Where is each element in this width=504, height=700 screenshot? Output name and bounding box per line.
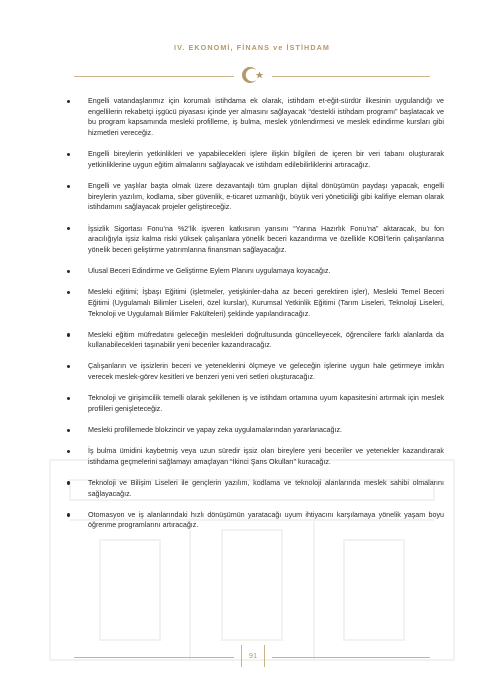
list-item-text: İş bulma ümidini kaybetmiş veya uzun süredir işsiz olan bireylere yeni beceriler ve yetenekler kazandırarak istihdama geçmelerini sağlamayı amaçlayan “İkinci Şans Okulları” kuracağız. xyxy=(88,447,444,466)
list-item-text: Teknoloji ve Bilişim Liseleri ile gençlerin yazılım, kodlama ve teknoloji alanlarında meslek sahibi olmalarını sağlayacağız. xyxy=(88,478,444,498)
bullet-icon xyxy=(67,100,70,103)
list-item-text: Ulusal Beceri Edindirme ve Geliştirme Eylem Planını uygulamaya koyacağız. xyxy=(88,267,331,275)
list-item-text: Engelli vatandaşlarımız için korumalı istihdama ek olarak, istihdam et-eğit-sürdür ilkesinin uygulandığı ve engellilerin rekabetçi işgücü piyasası içinde yer almasını sağlayacak “destekli istihdam programı” başlatacak ve bu program kapsamında mesleki profilleme, iş bulma, meslek yönlendirmesi ve meslek edindirme kursları gibi hizmetleri vereceğiz. xyxy=(88,97,444,138)
list-item xyxy=(64,149,444,170)
bullet-icon xyxy=(67,291,70,294)
list-item-text: Mesleki eğitim müfredatını geleceğin meslekleri doğrultusunda güncelleyecek, öğrencilere farklı alanlarda da kullanabilecekleri taşınabilir yeni beceriler kazandıracağız. xyxy=(88,330,444,350)
list-item-text: İşsizlik Sigortası Fonu’na %2’lik işveren katkısının yarısını “Yarına Hazırlık Fonu’na” aktaracak, bu fon aracılığıyla işsiz kalma riski yüksek çalışanlara yönelik beceri kazandırma ve özellikle KOBİ’lerin çalışanlarına yönelik beceri geliştirme yatırımlarına finansman sağlayacağız. xyxy=(88,224,444,254)
footer-divider-right xyxy=(272,657,430,658)
list-item xyxy=(64,224,444,256)
list-item-text: Teknoloji ve girişimcilik temelli olarak şekillenen iş ve istihdam ortamına uyum kapasitesini artırmak için meslek profilleri genişleteceğiz. xyxy=(88,394,444,413)
page-number: 91 xyxy=(241,645,265,667)
list-item-text: Engelli ve yaşlılar başta olmak üzere dezavantajlı tüm grupları dijital dönüşümün paydaşı yapacak, engelli bireylerin yazılım, kodlama, siber güvenlik, e-ticaret uzmanlığı, büyük veri yöneticiliği gibi kalifiye eleman olarak istihdamını sağlayacak projeler geliştireceğiz. xyxy=(88,182,444,212)
bullet-icon xyxy=(67,227,70,230)
crescent-star-icon xyxy=(238,64,268,86)
bullet-icon xyxy=(67,481,70,484)
section-header: IV. EKONOMİ, FİNANS ve İSTİHDAM xyxy=(173,43,331,52)
bullet-list xyxy=(64,96,444,541)
list-item-text: Mesleki eğitimi; İşbaşı Eğitimi (işletmeler, yetişkinler-daha az beceri gerektiren işler), Mesleki Temel Beceri Eğitimi (Uygulamalı Bilimler Liseleri, özel kurslar), Kurumsal Yetkinlik Eğitimi (Tarım Liseleri, Teknoloji Liseleri, Teknoloji ve Uygulamalı Bilimler Fakülteleri) şeklinde yapılandıracağız. xyxy=(88,288,444,318)
list-item-text: Çalışanların ve işsizlerin beceri ve yeteneklerini ölçmeye ve geleceğin işlerine uygun hale getirmeye imkân verecek meslek-görev kesitleri ve benzeri yeni veri setleri oluşturacağız. xyxy=(88,362,444,382)
list-item xyxy=(64,478,444,499)
list-item xyxy=(64,510,444,531)
bullet-icon xyxy=(67,429,70,432)
list-item-text: Otomasyon ve iş alanlarındaki hızlı dönüşümün yaratacağı uyum ihtiyacını karşılamaya yönelik yaşam boyu öğrenme programlarını artıracağız. xyxy=(88,510,444,530)
bullet-icon xyxy=(67,153,70,156)
list-item xyxy=(64,330,444,351)
list-item xyxy=(64,96,444,139)
bullet-icon xyxy=(67,513,70,516)
list-item-text: Mesleki profillemede blokzincir ve yapay zeka uygulamalarından yararlanacağız. xyxy=(88,425,343,434)
header-divider-right xyxy=(272,76,430,77)
footer-divider-left xyxy=(74,657,234,658)
bullet-icon xyxy=(67,333,70,336)
list-item xyxy=(64,446,444,467)
list-item xyxy=(64,266,444,277)
bullet-icon xyxy=(67,365,70,368)
header-divider-left xyxy=(74,76,234,77)
bullet-icon xyxy=(67,270,70,273)
bullet-icon xyxy=(67,185,70,188)
list-item xyxy=(64,181,444,213)
list-item xyxy=(64,393,444,414)
bullet-icon xyxy=(67,450,70,453)
list-item xyxy=(64,287,444,319)
list-item xyxy=(64,361,444,382)
list-item-text: Engelli bireylerin yetkinlikleri ve yapabilecekleri işlere ilişkin bilgileri de içeren bir veri tabanı oluşturarak yetkinliklerine uygun eğitim almalarını sağlayacak ve istihdam edilebilirliklerini artıracağız. xyxy=(88,150,444,169)
list-item xyxy=(64,425,444,436)
bullet-icon xyxy=(67,397,70,400)
